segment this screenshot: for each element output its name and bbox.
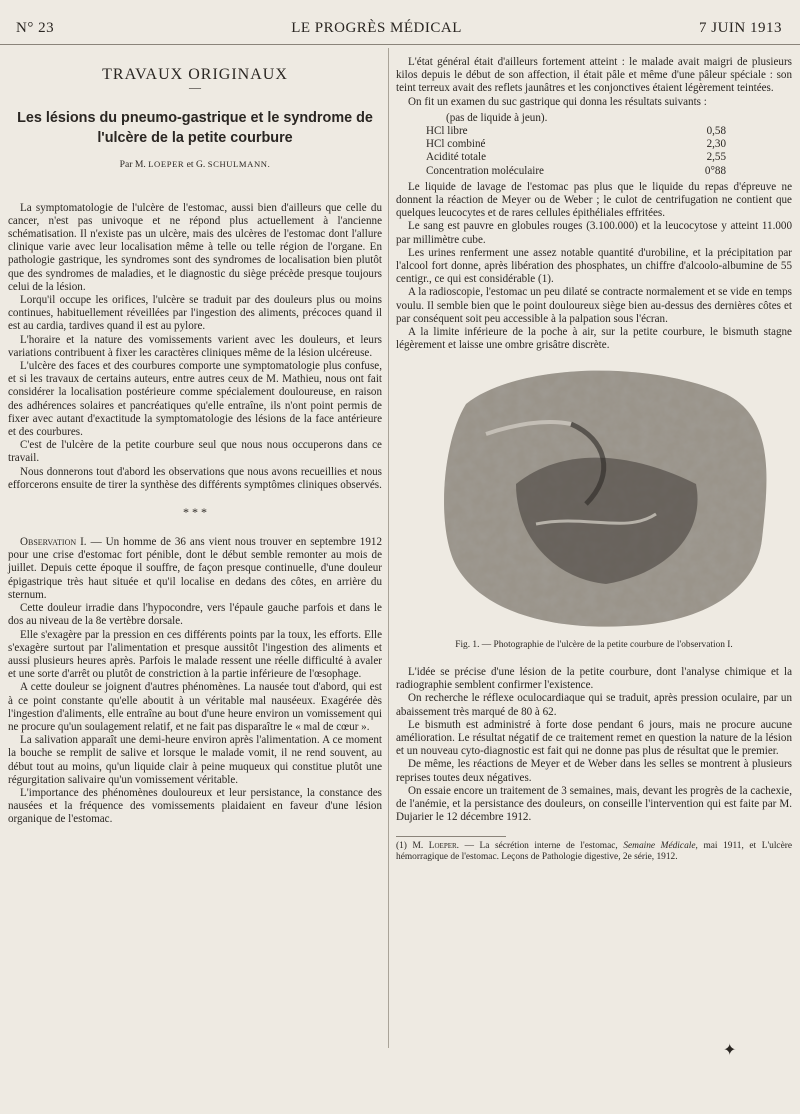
results-intro: (pas de liquide à jeun). — [446, 111, 548, 124]
paragraph: Nous donnerons tout d'abord les observations que nous avons recueillies et nous efforcerons ensuite de tirer la synthèse des différents symptômes cliniques observés. — [8, 465, 382, 491]
paragraph: Le bismuth est administré à forte dose pendant 6 jours, mais ne procure aucune amélioration. Le résultat négatif de ce traitement remet en question la nature de la lésion et un nouveau cyto-diagnostic est fait qui ne donne pas plus de résultat que le premier. — [396, 718, 792, 758]
authors-par: Par M. — [119, 159, 146, 171]
paragraph: Les urines renferment une assez notable quantité d'urobiline, et la précipitation par l'alcool fort donne, après libération des phosphates, un chiffre d'alcoolo-albumine de 55 centigr., ce qui est considérable (1). — [396, 246, 792, 286]
paragraph: La symptomatologie de l'ulcère de l'estomac, aussi bien d'ailleurs que celle du cancer, n'est pas univoque et ne répond plus actuellement à l'ancienne schématisation. Il n'existe pas un ulcère, mais des ulcères de l'estomac dont l'allure clinique varie avec leur localisation même à telle ou telle région de l'organe. En pathologie gastrique, les syndromes sont des syndromes de localisation bien plutôt que des syndromes de maladies, et le diagnostic du siège précède presque toujours celui de la lésion. — [8, 201, 382, 293]
left-column — [8, 56, 382, 827]
gastric-results-table — [426, 112, 726, 178]
section-dash: — — [189, 80, 201, 95]
results-row: Concentration moléculaire 0°88 — [426, 164, 726, 177]
paragraph: L'importance des phénomènes douloureux et leur persistance, la constance des nausées et la fréquence des vomissements plaidaient en faveur d'une lésion organique de l'estomac. — [8, 786, 382, 826]
footnote: (1) M. Loeper. — La sécrétion interne de l'estomac, Semaine Médicale, mai 1911, et L'ulcère hémorragique de l'estomac. Leçons de Pathologie digestive, 2e série, 1912. — [396, 841, 793, 863]
ulcer-photo-image — [396, 364, 792, 634]
author-name-2: SCHULMANN. — [207, 159, 271, 170]
observation-text: — Un homme de 36 ans vient nous trouver en septembre 1912 pour une crise d'estomac fort pénible, dont le début semble remonter au mois de juillet. Depuis cette époque il souffre, de façon presque continuelle, d'une douleur épigastrique très haut située et qu'il localise en dedans des côtes, en arrière du sternum. — [8, 536, 382, 601]
paragraph: Le sang est pauvre en globules rouges (3.100.000) et la leucocytose y atteint 11.000 par millimètre cube. — [396, 220, 792, 246]
footnote-author: Loeper. — [428, 841, 460, 852]
running-header — [16, 16, 782, 40]
footnote-journal: Semaine Médicale, — [623, 841, 698, 852]
paragraph: Elle s'exagère par la pression en ces différents points par la toux, les efforts. Elle s'exagère surtout par l'alimentation et presque aussitôt l'ingestion des aliments et aussi plusieurs heures après. Parfois le malade ressent une réelle difficulté à avaler et une sorte d'arrêt ou plutôt de constriction à la partie inférieure de l'œsophage. — [8, 628, 382, 681]
paragraph: L'ulcère des faces et des courbures comporte une symptomatologie plus confuse, et si les travaux de certains auteurs, entre autres ceux de M. Mathieu, nous ont fait considérer la localisation postérieure comme spécialement douloureuse, en raison des adhérences solaires et pancréatiques qu'elle entraîne, ils n'ont point permis de fixer avec autant d'exactitude la symptomatologie des lésions de la face antérieure et des courbures. — [8, 360, 382, 439]
ulcer-photograph — [396, 364, 792, 634]
section-break-asterisks: * * * — [183, 505, 207, 520]
right-column — [396, 56, 792, 863]
authors-et: et G. — [186, 159, 206, 171]
paragraph: Lorqu'il occupe les orifices, l'ulcère se traduit par des douleurs plus ou moins continues, habituellement réveillées par l'ingestion des aliments, précoces quand il est au cardia, tardives quand il est au pylore. — [8, 294, 382, 333]
paragraph: A la radioscopie, l'estomac un peu dilaté se contracte normalement et se vide en temps voulu. Il semble bien que le point douloureux siège bien au-dessus des dernières côtes et par conséquent soit peu accessible à la palpation sous l'écran. — [396, 286, 792, 325]
results-row: HCl libre 0,58 — [426, 125, 726, 138]
results-row: HCl combiné 2,30 — [426, 138, 726, 151]
paragraph: L'horaire et la nature des vomissements varient avec les douleurs, et leurs variations contribuent à fixer les caractères cliniques même de la lésion ulcéreuse. — [8, 333, 382, 359]
fleuron-ornament: ✦ — [723, 1040, 737, 1059]
results-row: Acidité totale 2,55 — [426, 151, 726, 164]
observation-paragraph — [8, 536, 382, 602]
author-name-1: LOEPER — [148, 159, 185, 170]
section-title: TRAVAUX ORIGINAUX — [102, 66, 288, 83]
issue-number: N° 23 — [16, 19, 55, 36]
paragraph: A cette douleur se joignent d'autres phénomènes. La nausée tout d'abord, qui est à ce point constante qu'elle aboutit à un véritable mal nauséeux. Exagérée dès l'ingestion d'aliments, elle entraîne au bout d'une heure environ un vomissement qui ne procure qu'un soulagement relatif, et ne fait pas disparaître le « mal de cœur ». — [8, 681, 382, 733]
paragraph: Le liquide de lavage de l'estomac pas plus que le liquide du repas d'épreuve ne donnent la réaction de Meyer ou de Weber ; le culot de centrifugation ne contient que quelques leucocytes et de rares cellules épithéliales effritées. — [396, 180, 792, 220]
figure-caption: Fig. 1. — Photographie de l'ulcère de la petite courbure de l'observation I. — [455, 640, 733, 651]
paragraph: La salivation apparaît une demi-heure environ après l'alimentation. A ce moment la bouche se remplit de salive et lorsque le malade vomit, il ne rend souvent, au début tout au moins, qu'un liquide clair à peine muqueux qui constitue plutôt une régurgitation salivaire qu'un vomissement véritable. — [8, 734, 382, 786]
paragraph: On recherche le réflexe oculocardiaque qui se traduit, après pression oculaire, par un abaissement très marqué de 80 à 62. — [396, 692, 792, 718]
journal-name: LE PROGRÈS MÉDICAL — [291, 19, 462, 36]
paragraph: On essaie encore un traitement de 3 semaines, mais, devant les progrès de la cachexie, de l'anémie, et la persistance des douleurs, on conseille l'intervention qui est faite par M. Dujarier le 12 décembre 1912. — [396, 784, 792, 824]
header-rule — [0, 44, 800, 45]
observation-label: Observation I. — [20, 536, 87, 549]
paragraph: C'est de l'ulcère de la petite courbure seul que nous nous occuperons dans ce travail. — [8, 439, 382, 465]
paragraph: On fit un examen du suc gastrique qui donna les résultats suivants : — [408, 95, 707, 108]
paragraph: Cette douleur irradie dans l'hypocondre, vers l'épaule gauche parfois et dans le dos au niveau de la 8e vertèbre dorsale. — [8, 602, 382, 628]
paragraph: De même, les réactions de Meyer et de Weber dans les selles se montrent à plusieurs reprises toutes deux négatives. — [396, 758, 792, 784]
footnote-rule — [396, 836, 506, 837]
paragraph: A la limite inférieure de la poche à air, sur la petite courbure, le bismuth stagne légèrement et laisse une ombre grisâtre discrète. — [396, 326, 792, 352]
paragraph: L'état général était d'ailleurs fortement atteint : le malade avait maigri de plusieurs kilos depuis le début de son affection, il était pâle et même d'une pâleur spéciale : son teint terreux avait des reflets jaunâtres et les conjonctives étaient légèrement teintées. — [396, 56, 792, 95]
article-title: Les lésions du pneumo-gastrique et le syndrome de l'ulcère de la petite courbure — [17, 110, 373, 147]
article-authors — [8, 158, 382, 171]
paragraph: L'idée se précise d'une lésion de la petite courbure, dont l'analyse chimique et la radiographie semblent confirmer l'existence. — [396, 665, 792, 692]
column-divider — [388, 48, 389, 1048]
issue-date: 7 JUIN 1913 — [699, 19, 782, 36]
